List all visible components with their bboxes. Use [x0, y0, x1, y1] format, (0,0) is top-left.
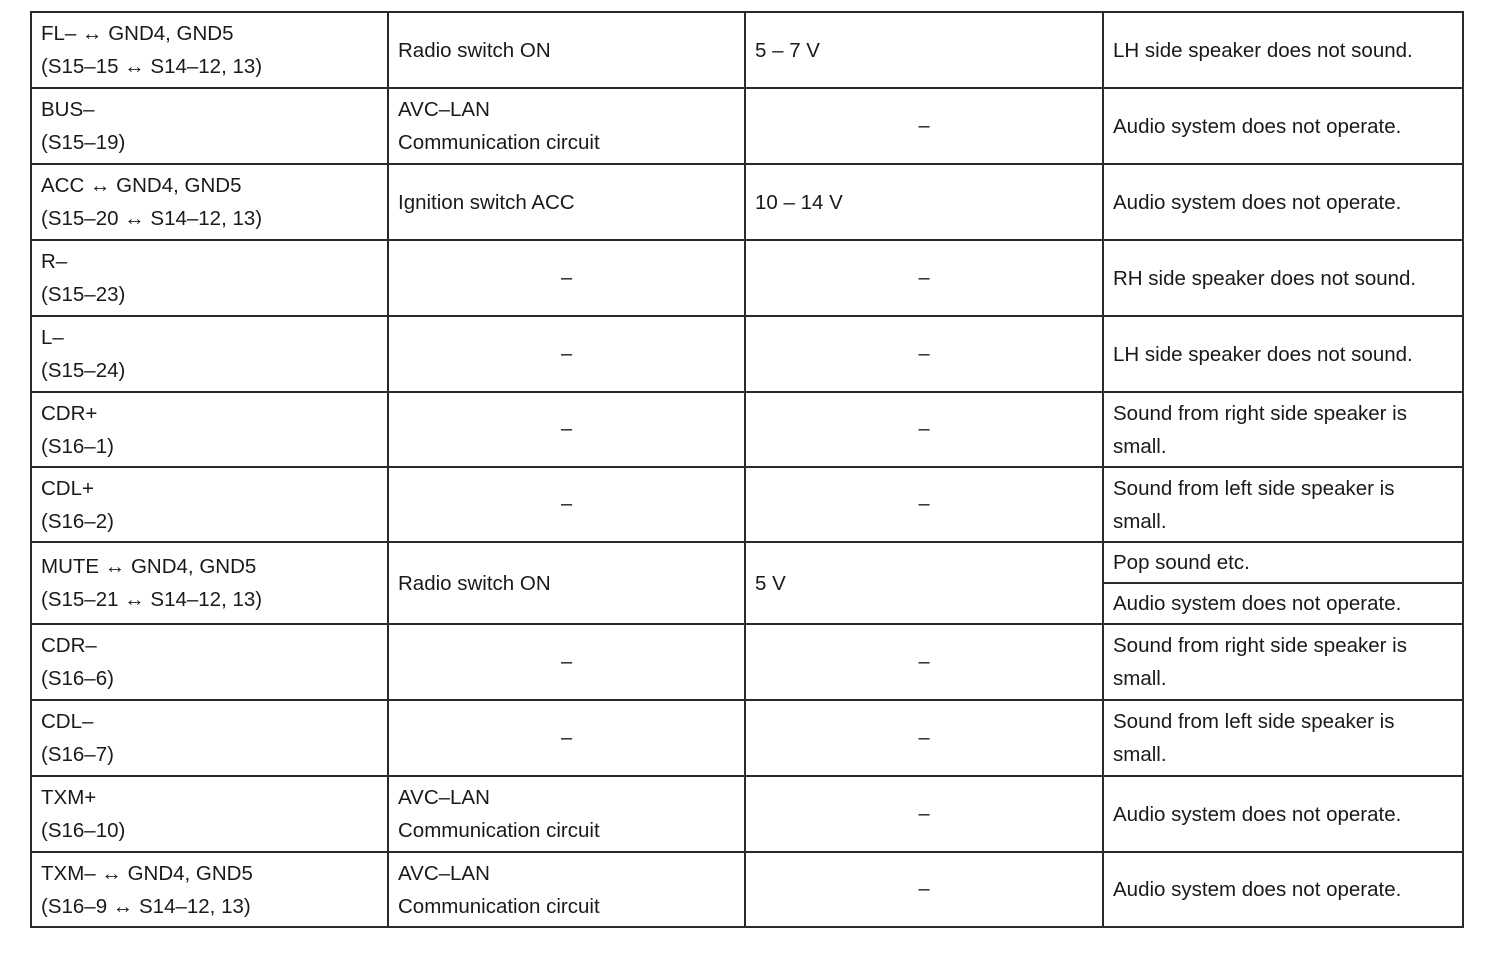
terminal-spec-table — [30, 11, 1464, 928]
condition-text: Communication circuit — [398, 131, 600, 154]
symptom-cell — [1103, 392, 1463, 467]
condition-text: AVC–LAN — [398, 786, 490, 809]
terminal-name: BUS– — [41, 98, 95, 121]
terminal-name: CDR+ — [41, 401, 98, 425]
spec-text: – — [918, 114, 930, 137]
spec-text: – — [918, 493, 930, 515]
symptom-text: Pop sound etc. — [1113, 551, 1250, 574]
spec-text: 5 – 7 V — [755, 38, 820, 62]
condition-cell — [388, 624, 745, 700]
symptom-cell — [1103, 852, 1463, 927]
spec-cell — [745, 542, 1103, 624]
terminal-name: FL– ↔ GND4, GND5 — [41, 22, 234, 45]
symptom-cell — [1103, 316, 1463, 392]
terminal-pins: (S16–1) — [41, 434, 114, 458]
condition-text: Ignition switch ACC — [398, 190, 575, 214]
symptom-cell — [1103, 624, 1463, 700]
terminal-name: CDL– — [41, 710, 94, 733]
table-row — [31, 776, 1463, 852]
spec-cell — [745, 240, 1103, 316]
spec-cell — [745, 164, 1103, 240]
condition-text: AVC–LAN — [398, 861, 490, 885]
spec-cell — [745, 624, 1103, 700]
symptom-text: Sound from right side speaker is small. — [1113, 401, 1407, 458]
symptom-text: Audio system does not operate. — [1113, 114, 1402, 138]
terminal-name: MUTE ↔ GND4, GND5 — [41, 555, 257, 578]
condition-text: Radio switch ON — [398, 38, 551, 62]
terminal-cell — [31, 240, 388, 316]
terminal-pins: (S15–15 ↔ S14–12, 13) — [41, 55, 263, 78]
spec-cell — [745, 700, 1103, 776]
spec-text: – — [918, 342, 930, 365]
condition-cell — [388, 240, 745, 316]
table-row — [31, 164, 1463, 240]
symptom-cell — [1103, 240, 1463, 316]
terminal-cell — [31, 164, 388, 240]
terminal-cell — [31, 852, 388, 927]
condition-cell — [388, 542, 745, 624]
terminal-cell — [31, 392, 388, 467]
terminal-pins: (S16–7) — [41, 743, 114, 766]
condition-text: AVC–LAN — [398, 98, 490, 121]
spec-text: – — [918, 650, 930, 673]
table-row — [31, 88, 1463, 164]
terminal-cell — [31, 88, 388, 164]
spec-cell — [745, 316, 1103, 392]
spec-text: 10 – 14 V — [755, 190, 843, 214]
symptom-text: Audio system does not operate. — [1113, 190, 1402, 214]
table-row — [31, 12, 1463, 88]
terminal-pins: (S15–24) — [41, 359, 126, 382]
spec-cell — [745, 12, 1103, 88]
condition-cell — [388, 852, 745, 927]
terminal-pins: (S15–20 ↔ S14–12, 13) — [41, 207, 263, 230]
symptom-cell — [1103, 583, 1463, 624]
terminal-name: TXM+ — [41, 786, 97, 809]
terminal-name: CDR– — [41, 634, 97, 657]
table-row — [31, 852, 1463, 927]
symptom-cell — [1103, 88, 1463, 164]
terminal-name: CDL+ — [41, 476, 94, 500]
spec-text: – — [918, 726, 930, 749]
spec-text: – — [918, 418, 930, 440]
symptom-text: Sound from left side speaker is small. — [1113, 710, 1395, 766]
symptom-text: RH side speaker does not sound. — [1113, 266, 1417, 290]
condition-text: – — [560, 650, 573, 673]
terminal-pins: (S16–10) — [41, 819, 126, 842]
terminal-cell — [31, 316, 388, 392]
symptom-text: Sound from right side speaker is small. — [1113, 634, 1407, 690]
terminal-pins: (S16–2) — [41, 509, 114, 533]
condition-text: Communication circuit — [398, 819, 600, 842]
condition-cell — [388, 467, 745, 542]
table-row — [31, 700, 1463, 776]
symptom-text: Audio system does not operate. — [1113, 878, 1402, 901]
symptom-cell — [1103, 776, 1463, 852]
symptom-text: LH side speaker does not sound. — [1113, 342, 1413, 366]
table-row — [31, 467, 1463, 542]
condition-cell — [388, 776, 745, 852]
terminal-name: L– — [41, 326, 64, 349]
terminal-cell — [31, 12, 388, 88]
condition-cell — [388, 392, 745, 467]
spec-text: 5 V — [755, 571, 786, 595]
symptom-text: LH side speaker does not sound. — [1113, 38, 1413, 62]
symptom-cell — [1103, 467, 1463, 542]
terminal-cell — [31, 542, 388, 624]
terminal-name: ACC ↔ GND4, GND5 — [41, 174, 242, 197]
condition-cell — [388, 164, 745, 240]
spec-text: – — [918, 878, 930, 900]
symptom-text: Audio system does not operate. — [1113, 592, 1402, 615]
condition-cell — [388, 316, 745, 392]
terminal-cell — [31, 700, 388, 776]
condition-cell — [388, 12, 745, 88]
symptom-text: Audio system does not operate. — [1113, 802, 1402, 826]
terminal-pins: (S15–23) — [41, 283, 126, 306]
condition-cell — [388, 88, 745, 164]
terminal-name: TXM– ↔ GND4, GND5 — [41, 861, 253, 885]
spec-text: – — [918, 266, 930, 289]
terminal-name: R– — [41, 250, 68, 273]
table-row — [31, 542, 1463, 583]
terminal-pins: (S15–21 ↔ S14–12, 13) — [41, 588, 263, 611]
terminal-cell — [31, 467, 388, 542]
spec-cell — [745, 852, 1103, 927]
symptom-text: Sound from left side speaker is small. — [1113, 476, 1395, 533]
condition-text: – — [560, 726, 573, 749]
spec-cell — [745, 776, 1103, 852]
condition-text: Radio switch ON — [398, 571, 551, 595]
spec-cell — [745, 88, 1103, 164]
terminal-cell — [31, 776, 388, 852]
terminal-cell — [31, 624, 388, 700]
condition-text: – — [560, 418, 573, 440]
terminal-pins: (S15–19) — [41, 131, 126, 154]
symptom-cell — [1103, 164, 1463, 240]
condition-text: Communication circuit — [398, 894, 600, 918]
table-row — [31, 624, 1463, 700]
terminal-pins: (S16–6) — [41, 667, 114, 690]
symptom-cell — [1103, 700, 1463, 776]
table-row — [31, 392, 1463, 467]
table-row — [31, 240, 1463, 316]
condition-text: – — [560, 493, 573, 515]
condition-cell — [388, 700, 745, 776]
condition-text: – — [560, 342, 573, 365]
terminal-pins: (S16–9 ↔ S14–12, 13) — [41, 894, 251, 918]
table-row — [31, 316, 1463, 392]
symptom-cell — [1103, 542, 1463, 583]
spec-cell — [745, 467, 1103, 542]
spec-cell — [745, 392, 1103, 467]
condition-text: – — [560, 266, 573, 289]
symptom-cell — [1103, 12, 1463, 88]
spec-text: – — [918, 802, 930, 825]
